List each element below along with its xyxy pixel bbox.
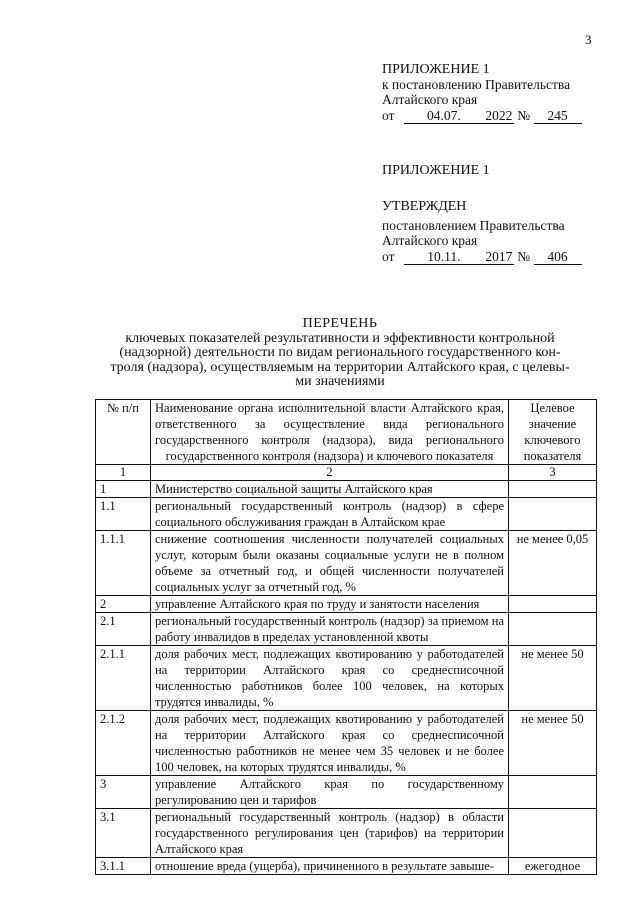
table-row [96,596,597,613]
row-name: доля рабочих мест, подлежащих квотированию у работодателей на территории Алтайского края со среднесписочной численностью работников не менее чем 35 человек и не более 100 человек, на которых трудятся инвалиды, % [151,711,509,776]
table-row [96,498,597,531]
appendix-block [382,62,582,124]
number-sign: № [517,108,531,123]
row-name: региональный государственный контроль (надзор) за приемом на работу инвалидов в пределах установленной квоты [151,613,509,646]
row-name: региональный государственный контроль (надзор) в области государственного регулирования цен (тарифов) на территории Алтайского края [151,809,509,858]
column-number: 1 [96,465,151,481]
table-row [96,711,597,776]
approved-number: 406 [534,250,582,265]
appendix-heading: ПРИЛОЖЕНИЕ 1 [382,62,490,77]
from-label: от [382,249,395,264]
row-value: не менее 50 [509,711,597,776]
table-row [96,809,597,858]
table-header-row [96,400,597,465]
row-number: 3.1.1 [96,858,151,875]
row-name: управление Алтайского края по труду и занятости населения [151,596,509,613]
approved-heading: УТВЕРЖДЕН [382,199,467,214]
row-value: не менее 50 [509,646,597,711]
approved-year: 2017 [485,249,513,264]
table-row [96,531,597,596]
header-number: № п/п [96,400,151,465]
appendix-line-2: Алтайского края [382,92,478,107]
table-row [96,776,597,809]
row-name: Министерство социальной защиты Алтайского края [151,481,509,498]
row-number: 2 [96,596,151,613]
row-number: 1 [96,481,151,498]
appendix-number: 245 [534,109,582,124]
table-row [96,613,597,646]
row-value [509,776,597,809]
table-row [96,858,597,875]
row-value [509,596,597,613]
row-name: доля рабочих мест, подлежащих квотированию у работодателей на территории Алтайского края со среднесписочной численностью работников более 100 человек, на которых трудятся инвалиды, % [151,646,509,711]
title-line: ми значениями [295,374,385,389]
row-value [509,809,597,858]
column-number: 3 [509,465,597,481]
title-line: троля (надзора), осуществляемым на территории Алтайского края, с целевы- [110,359,570,375]
approved-line-2: Алтайского края [382,233,478,248]
row-number: 3 [96,776,151,809]
appendix-heading-2: ПРИЛОЖЕНИЕ 1 [382,163,490,178]
row-value [509,498,597,531]
approved-date-line [382,249,582,265]
appendix-date: 04.07. [404,109,484,124]
row-value [509,481,597,498]
title-line: (надзорной) деятельности по видам регионального государственного кон- [119,345,561,360]
table-row [96,646,597,711]
number-sign: № [517,249,531,264]
row-number: 1.1.1 [96,531,151,596]
row-value: ежегодное [509,858,597,875]
row-name: снижение соотношения численности получателей социальных услуг, которым были оказаны социальные услуги не в полном объеме за отчетный год, и общей численности получателей социальных услуг за отчетный год, % [151,531,509,596]
column-numbers-row [96,465,597,481]
row-number: 1.1 [96,498,151,531]
header-name: Наименование органа исполнительной власти Алтайского края, ответственного за осуществление вида регионального государственного контроля (надзора), вида регионального государственного контроля (надзора) и ключевого показателя [151,400,509,465]
appendix-line-1: к постановлению Правительства [382,77,571,92]
appendix-year: 2022 [485,108,513,123]
row-number: 2.1.1 [96,646,151,711]
header-value: Целевое значение ключевого показателя [509,400,597,465]
row-value [509,613,597,646]
title-heading: ПЕРЕЧЕНЬ [302,316,378,331]
indicators-table [95,399,597,875]
row-name: управление Алтайского края по государственному регулированию цен и тарифов [151,776,509,809]
row-value: не менее 0,05 [509,531,597,596]
document-title [80,317,600,390]
table-row [96,481,597,498]
column-number: 2 [151,465,509,481]
row-name: отношение вреда (ущерба), причиненного в результате завыше- [151,858,509,875]
page-number: 3 [585,32,592,47]
row-name: региональный государственный контроль (надзор) в сфере социального обслуживания граждан в Алтайском крае [151,498,509,531]
row-number: 2.1 [96,613,151,646]
title-line: ключевых показателей результативности и эффективности контрольной [125,330,555,346]
from-label: от [382,108,395,123]
appendix-date-line [382,108,582,124]
approved-block [382,199,582,265]
approved-line-1: постановлением Правительства [382,218,565,233]
row-number: 2.1.2 [96,711,151,776]
row-number: 3.1 [96,809,151,858]
approved-date: 10.11. [404,250,484,265]
